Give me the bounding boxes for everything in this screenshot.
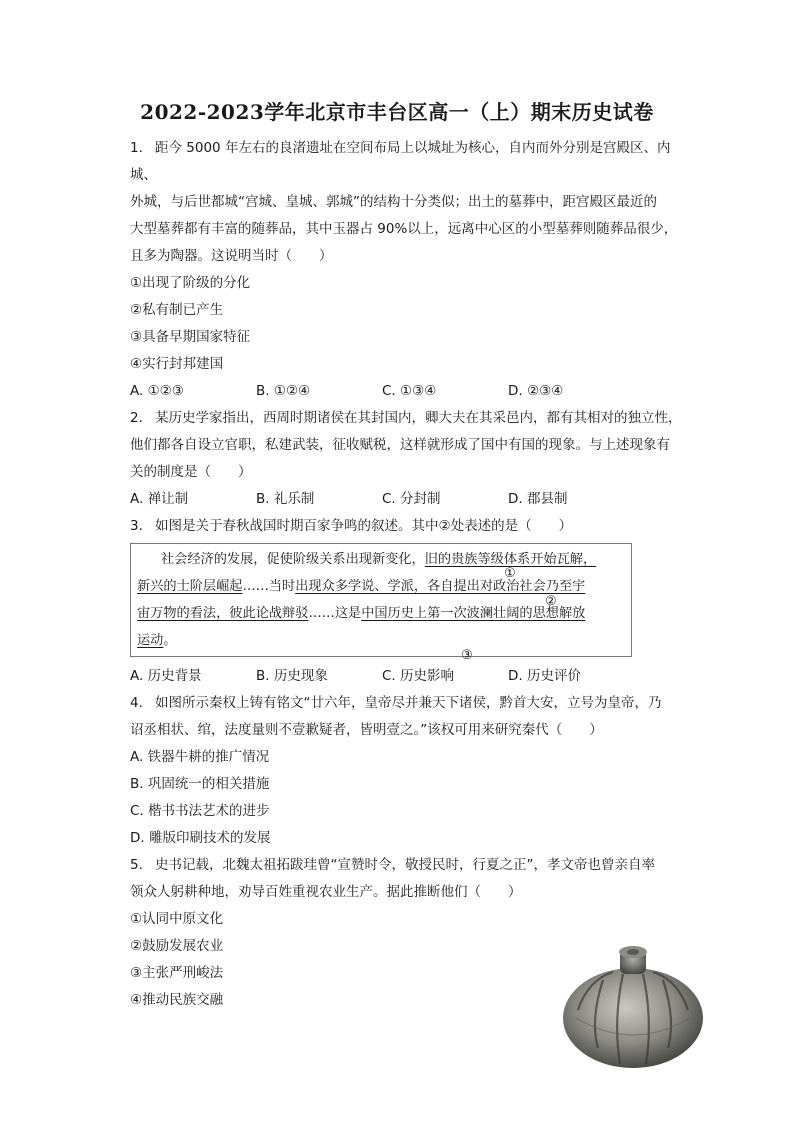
option-a[interactable]: A. ①②③: [130, 383, 184, 399]
statement-item: ②鼓励发展农业: [130, 938, 224, 954]
answer-options: [130, 378, 690, 405]
option-d[interactable]: D. ②③④: [508, 383, 564, 399]
option-a[interactable]: A. 铁器牛耕的推广情况: [130, 749, 270, 765]
statement-item: ①认同中原文化: [130, 911, 224, 927]
answer-options: [130, 486, 690, 513]
questions: [130, 135, 690, 1014]
question-text: 领众人躬耕种地，劝导百姓重视农业生产。据此推断他们（ ）: [130, 884, 522, 900]
question-text: 大型墓葬都有丰富的随葬品，其中玉器占 90%以上，远离中心区的小型墓葬则随葬品很少，: [130, 221, 678, 237]
underlined-phrase-3: 中国历史上第一次波澜壮阔的思想解放: [361, 606, 586, 621]
statement-item: ③具备早期国家特征: [130, 329, 251, 345]
qin-weight-image: [558, 940, 708, 1070]
option-a[interactable]: A. 历史背景: [130, 668, 202, 684]
option-c[interactable]: C. 历史影响: [382, 668, 455, 684]
marker-2: ②: [545, 594, 557, 609]
marker-3: ③: [461, 648, 473, 663]
option-a[interactable]: A. 禅让制: [130, 491, 189, 507]
question-3: [130, 513, 690, 690]
option-b[interactable]: B. 巩固统一的相关措施: [130, 776, 270, 792]
page-title: 2022-2023学年北京市丰台区高一（上）期末历史试卷: [140, 100, 654, 124]
question-text: 关的制度是（ ）: [130, 464, 252, 480]
statement-item: ③主张严刑峻法: [130, 965, 224, 981]
quoted-passage-box: 社会经济的发展，促使阶级关系出现新变化，旧的贵族等级体系开始瓦解， ① 新兴的士阶层崛起……当时出现众多学说、学派，各自提出对政治社会乃至宇 ② 宙万物的看法，彼此论战辩驳……这是中国历史上第一次波澜壮阔的思想解放 运动。 ③: [130, 543, 632, 657]
question-number: 3.: [130, 518, 143, 534]
question-number: 5.: [130, 857, 143, 873]
marker-1: ①: [504, 566, 516, 581]
question-text: 某历史学家指出，西周时期诸侯在其封国内，卿大夫在其采邑内，都有其相对的独立性，: [155, 410, 682, 426]
option-c[interactable]: C. 楷书书法艺术的进步: [130, 803, 270, 819]
statement-item: ④实行封邦建国: [130, 356, 224, 372]
question-1: [130, 135, 690, 405]
question-text: 他们都各自设立官职，私建武装，征收赋税，这样就形成了国中有国的现象。与上述现象有: [130, 437, 670, 453]
underlined-phrase-3b: 运动: [137, 633, 164, 648]
option-d[interactable]: D. 历史评价: [508, 668, 581, 684]
question-text: 诏丞相状、绾，法度量则不壹歉疑者，皆明壹之。”该权可用来研究秦代（ ）: [130, 722, 603, 738]
statement-item: ①出现了阶级的分化: [130, 275, 251, 291]
question-number: 2.: [130, 410, 143, 426]
question-number: 1.: [130, 140, 143, 156]
underlined-phrase-2: 出现众多学说、学派，各自提出对政治社会乃至宇: [295, 579, 586, 594]
underlined-phrase-1b: 新兴的士阶层崛起: [137, 579, 243, 594]
question-2: [130, 405, 690, 513]
question-number: 4.: [130, 695, 143, 711]
option-d[interactable]: D. 雕版印刷技术的发展: [130, 830, 271, 846]
option-b[interactable]: B. 历史现象: [256, 668, 328, 684]
underlined-phrase-2b: 宙万物的看法，彼此论战辩驳: [137, 606, 309, 621]
option-b[interactable]: B. 礼乐制: [256, 491, 315, 507]
question-text: 距今 5000 年左右的良渚遗址在空间布局上以城址为核心，自内而外分别是宫殿区、内城、: [130, 140, 671, 183]
statement-item: ②私有制已产生: [130, 302, 224, 318]
statement-item: ④推动民族交融: [130, 992, 224, 1008]
option-c[interactable]: C. ①③④: [382, 383, 437, 399]
question-text: 外城，与后世都城“宫城、皇城、郭城”的结构十分类似；出土的墓葬中，距宫殿区最近的: [130, 194, 657, 210]
question-text: 史书记载，北魏太祖拓跋珪曾“宣赞时令，敬授民时，行夏之正”，孝文帝也曾亲自率: [155, 857, 655, 873]
option-c[interactable]: C. 分封制: [382, 491, 441, 507]
question-4: [130, 690, 690, 852]
underlined-phrase-1: 旧的贵族等级体系开始瓦解，: [424, 552, 597, 567]
option-b[interactable]: B. ①②④: [256, 383, 311, 399]
question-text: 且多为陶器。这说明当时（ ）: [130, 248, 333, 264]
question-text: 如图是关于春秋战国时期百家争鸣的叙述。其中②处表述的是（ ）: [155, 518, 573, 534]
answer-options: [130, 663, 690, 690]
option-d[interactable]: D. 郡县制: [508, 491, 568, 507]
question-text: 如图所示秦权上铸有铭文“廿六年，皇帝尽并兼天下诸侯，黔首大安，立号为皇帝，乃: [155, 695, 662, 711]
